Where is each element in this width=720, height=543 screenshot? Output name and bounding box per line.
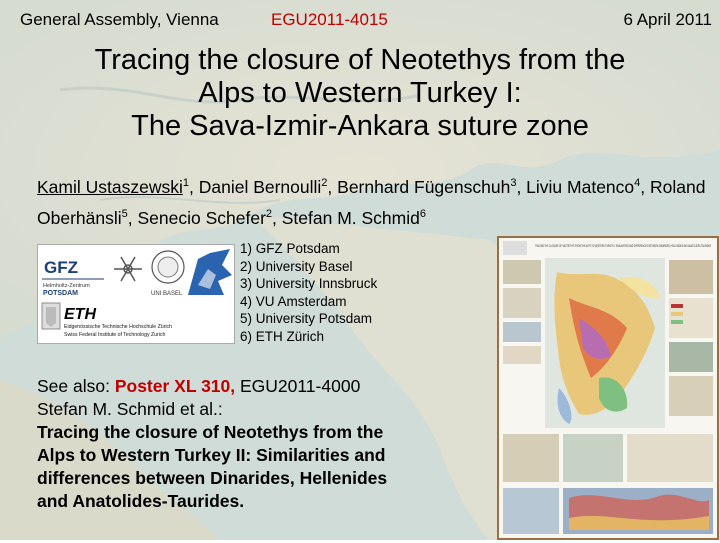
gfz-logo-sub2: POTSDAM: [43, 290, 78, 297]
header-event: General Assembly, Vienna: [20, 10, 219, 29]
affiliation-item: 5) University Potsdam: [240, 311, 373, 327]
see-also-prefix: See also:: [37, 376, 115, 396]
eth-logo-sub2: Swiss Federal Institute of Technology Zurich: [64, 332, 166, 338]
header-abstract-code: EGU2011-4015: [271, 10, 388, 29]
see-also-title-line-3: differences between Dinarides, Hellenides: [37, 468, 388, 488]
see-also-title-line-4: and Anatolides-Taurides.: [37, 491, 245, 511]
author: , Roland Oberhänsli: [37, 176, 706, 228]
author: , Bernhard Fügenschuh: [327, 176, 511, 197]
author-affiliation-mark: 5: [121, 207, 128, 220]
author-affiliation-mark: 6: [419, 207, 426, 220]
author-affiliation-mark: 2: [265, 207, 273, 220]
affiliation-item: 4) VU Amsterdam: [240, 293, 347, 309]
poster-heading: TRACING THE CLOSURE OF NEOTETHYS FROM THE ALPS TO WESTERN TURKEY II: SIMILARITIES AND DIFFERENCES BETWEEN DINARIDES, HELLENIDES AND ANATOLIDES-TAURIDES: [535, 244, 711, 248]
poster-reference: Poster XL 310,: [114, 376, 236, 396]
author-affiliation-mark: 4: [634, 177, 641, 189]
title-line-3: The Sava-Izmir-Ankara suture zone: [131, 110, 589, 142]
gfz-logo-sub1: Helmholtz-Zentrum: [43, 283, 90, 289]
affiliation-list: [240, 240, 377, 346]
affiliation-item: 3) University Innsbruck: [240, 276, 378, 292]
poster-thumbnail: [497, 236, 719, 540]
snowflake-crest-icon: [114, 257, 142, 281]
poster-abstract-code: EGU2011-4000: [235, 376, 361, 396]
gfz-logo-text: GFZ: [44, 258, 78, 277]
affiliation-item: 1) GFZ Potsdam: [240, 241, 340, 256]
see-also-line: [37, 375, 497, 398]
vu-griffin-icon: [188, 249, 232, 295]
poster-graphic: [499, 238, 717, 538]
basel-seal-icon: [152, 251, 184, 283]
eth-logo-text: ETH: [64, 306, 96, 323]
see-also-authors: Stefan M. Schmid et al.:: [37, 399, 223, 419]
affiliation-item: 6) ETH Zürich: [240, 328, 325, 344]
eth-crest-icon: [42, 303, 60, 329]
author: , Senecio Schefer: [127, 207, 266, 228]
title-line-1: Tracing the closure of Neotethys from the: [94, 44, 626, 76]
gfz-logo-icon: [40, 249, 106, 297]
see-also-title-line-1: Tracing the closure of Neotethys from the: [37, 422, 384, 442]
affiliation-item: 2) University Basel: [240, 258, 353, 274]
see-also-title-line-2: Alps to Western Turkey II: Similarities and: [37, 445, 386, 465]
basel-label: UNI BASEL: [151, 291, 183, 297]
logos-graphic: [38, 245, 234, 343]
author: , Stefan M. Schmid: [272, 207, 420, 228]
institution-logos: [37, 244, 235, 344]
see-also-block: [37, 375, 497, 513]
author-affiliation-mark: 1: [182, 177, 189, 189]
eth-logo-sub1: Eidgenössische Technische Hochschule Zürich: [64, 324, 173, 330]
author-presenting: Kamil Ustaszewski: [37, 176, 183, 197]
header-date: 6 April 2011: [623, 10, 712, 29]
author-list: [37, 170, 707, 232]
slide-title: [0, 44, 720, 143]
author-affiliation-mark: 3: [510, 177, 517, 189]
author-affiliation-mark: 2: [321, 177, 328, 189]
author: , Liviu Matenco: [516, 176, 635, 197]
author: , Daniel Bernoulli: [189, 176, 322, 197]
title-line-2: Alps to Western Turkey I:: [198, 77, 522, 109]
